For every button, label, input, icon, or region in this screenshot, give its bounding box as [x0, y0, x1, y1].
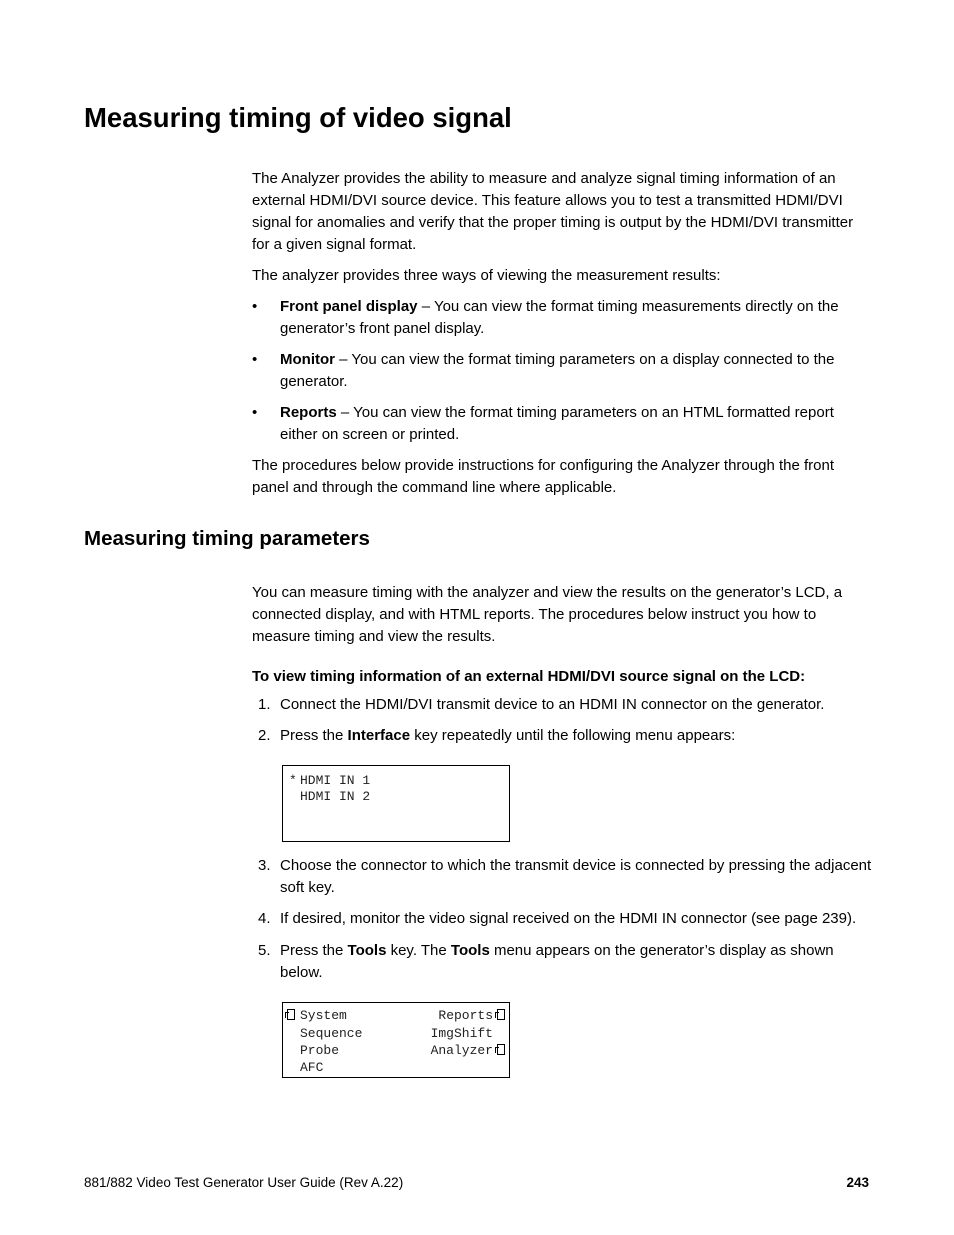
bullet-term: Front panel display: [280, 298, 418, 315]
lcd-item-reports: Reports: [438, 1008, 493, 1023]
folder-icon: [287, 1008, 295, 1023]
folder-icon: [497, 1043, 505, 1058]
step-number: 3.: [258, 857, 271, 874]
key-name: Interface: [347, 727, 411, 744]
step-text: menu appears on the generator’s display as shown below.: [280, 942, 834, 981]
step-5: [280, 940, 872, 984]
lcd-item-afc: AFC: [300, 1060, 324, 1075]
bullet-reports: [280, 402, 872, 446]
key-name: Tools: [347, 942, 387, 959]
folder-icon: [497, 1008, 505, 1023]
page-title: Measuring timing of video signal: [84, 102, 512, 133]
lcd-item-analyzer: Analyzer: [430, 1043, 493, 1058]
bullet-term: Reports: [280, 404, 337, 421]
step-text: key repeatedly until the following menu appears:: [410, 727, 736, 744]
bullet-term: Monitor: [280, 351, 335, 368]
bullet-mark: •: [252, 404, 258, 421]
bullet-mark: •: [252, 351, 258, 368]
bullet-text: – You can view the format timing parameters on an HTML formatted report either on screen or printed.: [280, 404, 834, 443]
lcd-tools-menu: [282, 1002, 510, 1078]
ways-intro: The analyzer provides three ways of viewing the measurement results:: [252, 267, 721, 284]
step-4: If desired, monitor the video signal received on the HDMI IN connector (see page 239).: [280, 910, 857, 927]
lcd-interface-menu: [282, 765, 510, 842]
page-number: 243: [846, 1175, 869, 1190]
step-number: 4.: [258, 910, 271, 927]
step-number: 2.: [258, 727, 271, 744]
procedure-heading: To view timing information of an external HDMI/DVI source signal on the LCD:: [252, 668, 806, 685]
lcd-item-sequence: Sequence: [300, 1026, 363, 1041]
bullet-text: – You can view the format timing measurements directly on the generator’s front panel display.: [280, 298, 839, 337]
step-text: key. The: [386, 942, 451, 959]
step-text: Press the: [280, 942, 348, 959]
intro-paragraph: The Analyzer provides the ability to measure and analyze signal timing information of an external HDMI/DVI source device. This feature allows you to test a transmitted HDMI/DVI signal for anomalies and verify that the proper timing is output by the HDMI/DVI transmitter for a given signal format.: [252, 170, 854, 253]
lcd-item-imgshift: ImgShift: [430, 1026, 493, 1041]
lcd-item-system: System: [300, 1008, 347, 1023]
step-number: 5.: [258, 942, 271, 959]
bullet-text: – You can view the format timing parameters on a display connected to the generator.: [280, 351, 835, 390]
measure-paragraph: You can measure timing with the analyzer and view the results on the generator’s LCD, a connected display, and with HTML reports. The procedures below instruct you how to measure timing and view the results.: [252, 584, 843, 645]
step-text: Press the: [280, 727, 348, 744]
bullet-front-panel: [280, 296, 872, 340]
step-number: 1.: [258, 696, 271, 713]
procedures-paragraph: The procedures below provide instructions for configuring the Analyzer through the front panel and through the command line where applicable.: [252, 457, 834, 496]
lcd-item-probe: Probe: [300, 1043, 340, 1058]
lcd-item-hdmi-in-1: HDMI IN 1: [300, 773, 371, 788]
menu-name: Tools: [450, 942, 490, 959]
bullet-mark: •: [252, 298, 258, 315]
step-1: Connect the HDMI/DVI transmit device to an HDMI IN connector on the generator.: [280, 696, 825, 713]
bullet-monitor: [280, 349, 872, 393]
selection-marker: *: [289, 773, 297, 788]
section-heading: Measuring timing parameters: [84, 527, 370, 550]
footer-doc-title: 881/882 Video Test Generator User Guide (Rev A.22): [84, 1175, 404, 1190]
step-3: Choose the connector to which the transmit device is connected by pressing the adjacent soft key.: [280, 857, 872, 896]
lcd-item-hdmi-in-2: HDMI IN 2: [300, 789, 371, 804]
step-2: [280, 725, 872, 747]
